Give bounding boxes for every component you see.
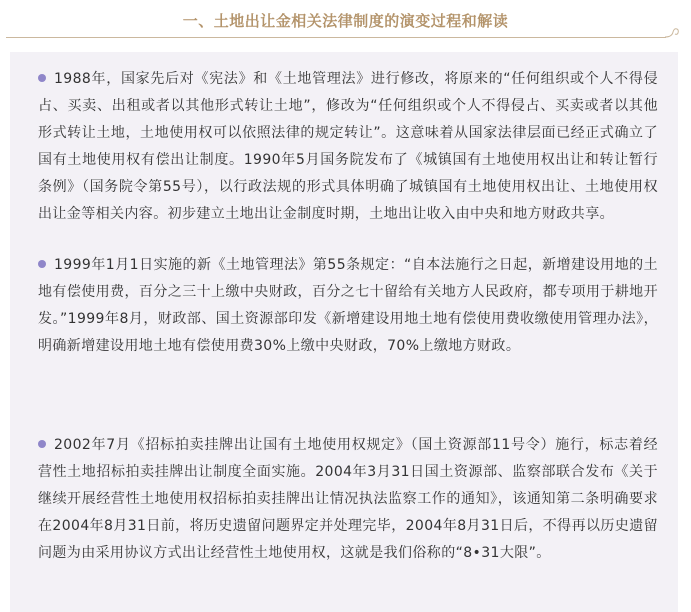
- paragraph-text: 1999年1月1日实施的新《土地管理法》第55条规定：“自本法施行之日起，新增建设用地的土地有偿使用费，百分之三十上缴中央财政，百分之七十留给有关地方人民政府，都专项用于耕地开发。”1999年8月，财政部、国土资源部印发《新增建设用地土地有偿使用费收缴使用管理办法》，明确新增建设用地土地有偿使用费30%上缴中央财政，70%上缴地方财政。: [38, 257, 658, 354]
- divider-curl-ornament: [664, 27, 680, 43]
- paragraph-2002-auction-rules: [38, 432, 658, 567]
- paragraph-text: 2002年7月《招标拍卖挂牌出让国有土地使用权规定》（国土资源部11号令）施行，标志着经营性土地招标拍卖挂牌出让制度全面实施。2004年3月31日国土资源部、监察部联合发布《关于继续开展经营性土地使用权招标拍卖挂牌出让情况执法监察工作的通知》，该通知第二条明确要求在2004年8月31日前，将历史遗留问题界定并处理完毕，2004年8月31日后，不得再以历史遗留问题为由采用协议方式出让经营性土地使用权，这就是我们俗称的“8•31大限”。: [38, 437, 658, 561]
- bullet-dot-icon: [38, 440, 46, 448]
- paragraph-text: 1988年，国家先后对《宪法》和《土地管理法》进行修改，将原来的“任何组织或个人不得侵占、买卖、出租或者以其他形式转让土地”，修改为“任何组织或个人不得侵占、买卖或者以其他形式转让土地，土地使用权可以依照法律的规定转让”。这意味着从国家法律层面已经正式确立了国有土地使用权有偿出让制度。1990年5月国务院发布了《城镇国有土地使用权出让和转让暂行条例》（国务院令第55号），以行政法规的形式具体明确了城镇国有土地使用权出让、土地使用权出让金等相关内容。初步建立土地出让金制度时期，土地出让收入由中央和地方财政共享。: [38, 71, 658, 222]
- section-header: [0, 0, 691, 44]
- paragraph-1999-land-law: [38, 252, 658, 360]
- section-title: 一、土地出让金相关法律制度的演变过程和解读: [182, 12, 509, 30]
- bullet-dot-icon: [38, 74, 46, 82]
- article-body: [10, 52, 678, 612]
- bullet-dot-icon: [38, 260, 46, 268]
- header-divider: [6, 37, 666, 38]
- paragraph-1988-law-revision: [38, 66, 658, 228]
